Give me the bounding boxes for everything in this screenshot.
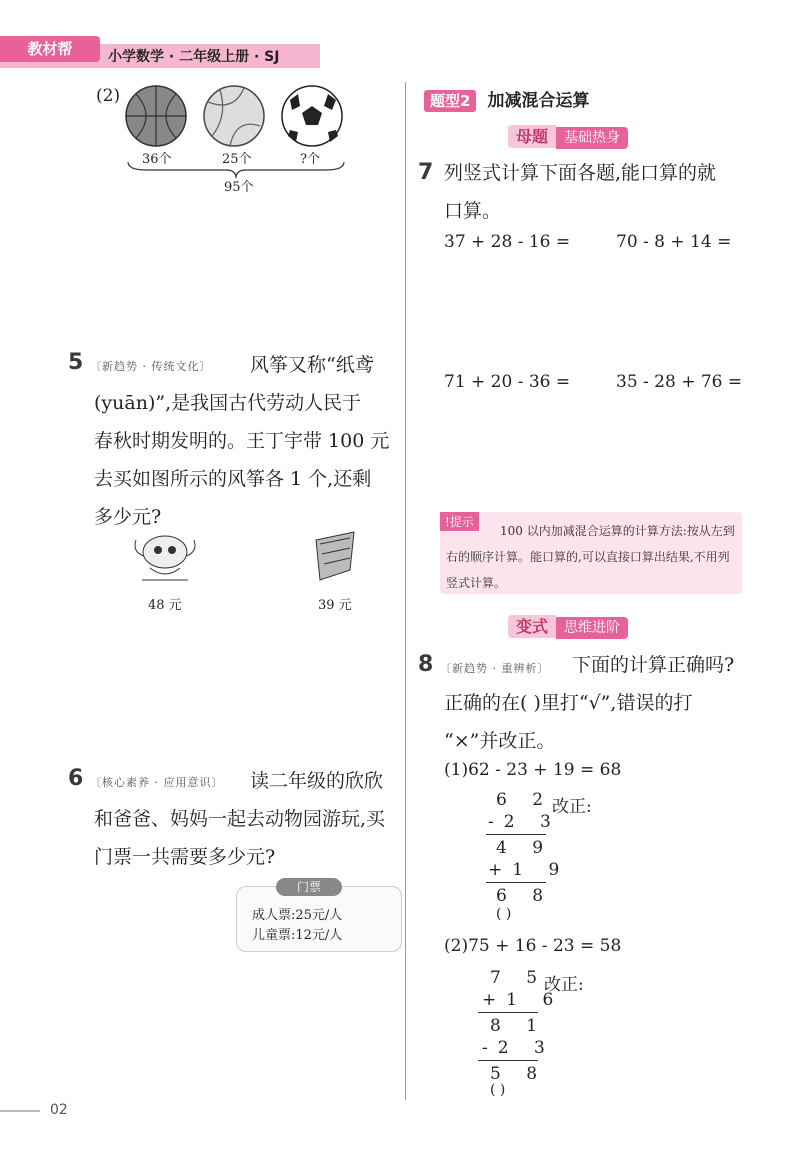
q6-number: 6 [68,766,84,791]
balls-illustration [124,82,344,152]
q6-tag: 〔核心素养 · 应用意识〕 [90,776,224,789]
q8-p2-expr: (2)75 + 16 - 23 = 58 [444,936,622,956]
kite-face-icon [130,530,200,586]
q7-expr-3: 71 + 20 - 36 = [444,372,571,392]
q8-p1-row-4: +1 9 [488,860,570,880]
q5-line-2: (yuān)”,是我国古代劳动人民于 [94,392,362,414]
q8-p2-row-4: -2 3 [482,1038,555,1058]
section-heading [424,86,590,111]
balls-total: 95个 [224,180,254,195]
q7-line-2: 口算。 [444,200,502,222]
variant-label [508,614,628,637]
hint-text: 100 以内加减混合运算的计算方法:按从左到右的顺序计算。能口算的,可以直接口算出结果,不用列竖式计算。 [446,524,735,590]
variant-label-a: 变式 [508,615,556,638]
q6-line-1: 读二年级的欣欣 [250,770,384,792]
ticket-title: 门票 [276,878,342,896]
q8-line-1: 下面的计算正确吗? [572,654,735,676]
q5-line-3: 春秋时期发明的。王丁宇带 100 元 [94,430,390,452]
base-label-a: 母题 [508,125,556,148]
q8-p1-row-1: 6 2 [496,790,554,810]
q8-p1-row-2: -2 3 [488,812,561,832]
ticket-adult: 成人票:25元/人 [252,908,343,923]
q8-p1-line-1 [486,834,546,835]
q8-p1-fix-label: 改正: [552,797,592,817]
kite-price-1: 48 元 [148,598,182,613]
q8-p2-fix-label: 改正: [544,975,584,995]
header-tab: 教材帮 [0,36,100,62]
q8-p2-row-3: 8 1 [490,1016,548,1036]
variant-label-b: 思维进阶 [556,617,628,639]
q6-line-2: 和爸爸、妈妈一起去动物园游玩,买 [94,808,386,830]
column-divider [405,82,406,1100]
soccer-count: ?个 [300,152,320,167]
basketball-icon [126,86,186,146]
q8-p1-line-2 [486,882,546,883]
q5-line-4: 去买如图所示的风筝各 1 个,还剩 [94,468,372,490]
q7-number: 7 [418,160,434,185]
q8-tag: 〔新趋势 · 重辨析〕 [440,662,550,675]
q8-p1-row-5: 6 8 [496,886,554,906]
volleyball-icon [204,86,264,146]
q8-p1-row-3: 4 9 [496,838,554,858]
q5-tag: 〔新趋势 · 传统文化〕 [90,360,212,373]
section-badge: 题型2 [424,90,476,112]
q8-p1-expr: (1)62 - 23 + 19 = 68 [444,760,622,780]
q8-p1-answer-paren[interactable]: ( ) [496,906,512,922]
q5-line-1: 风筝又称“纸鸢 [250,354,374,376]
ticket-child: 儿童票:12元/人 [252,928,343,943]
q7-expr-2: 70 - 8 + 14 = [616,232,732,252]
q7-expr-1: 37 + 28 - 16 = [444,232,571,252]
q7-line-1: 列竖式计算下面各题,能口算的就 [444,162,717,184]
soccer-ball-icon [282,86,342,146]
q8-line-3: “×”并改正。 [444,730,556,752]
q8-p2-row-5: 5 8 [490,1064,548,1084]
q8-p2-row-1: 7 5 [490,968,548,988]
kite-swallow-icon [310,530,360,586]
section-title: 加减混合运算 [487,91,590,111]
q8-p2-line-1 [478,1012,538,1013]
hint-tag: !提示 [440,512,479,531]
footer-line [0,1110,40,1112]
q6-line-3: 门票一共需要多少元? [94,846,276,868]
q5-number: 5 [68,350,84,375]
q8-p2-line-2 [478,1060,538,1061]
q4-part-label: (2) [96,86,121,106]
header-title: 小学数学 · 二年级上册 · SJ [108,49,280,65]
base-label [508,124,628,147]
kite-price-2: 39 元 [318,598,352,613]
q7-expr-4: 35 - 28 + 76 = [616,372,743,392]
volleyball-count: 25个 [222,152,252,167]
q8-p2-row-2: +1 6 [482,990,564,1010]
basketball-count: 36个 [142,152,172,167]
q8-line-2: 正确的在( )里打“√”,错误的打 [444,692,693,714]
page-number: 02 [50,1102,68,1118]
q8-p2-answer-paren[interactable]: ( ) [490,1082,506,1098]
base-label-b: 基础热身 [556,127,628,149]
q8-number: 8 [418,652,434,677]
q5-line-5: 多少元? [94,506,162,528]
